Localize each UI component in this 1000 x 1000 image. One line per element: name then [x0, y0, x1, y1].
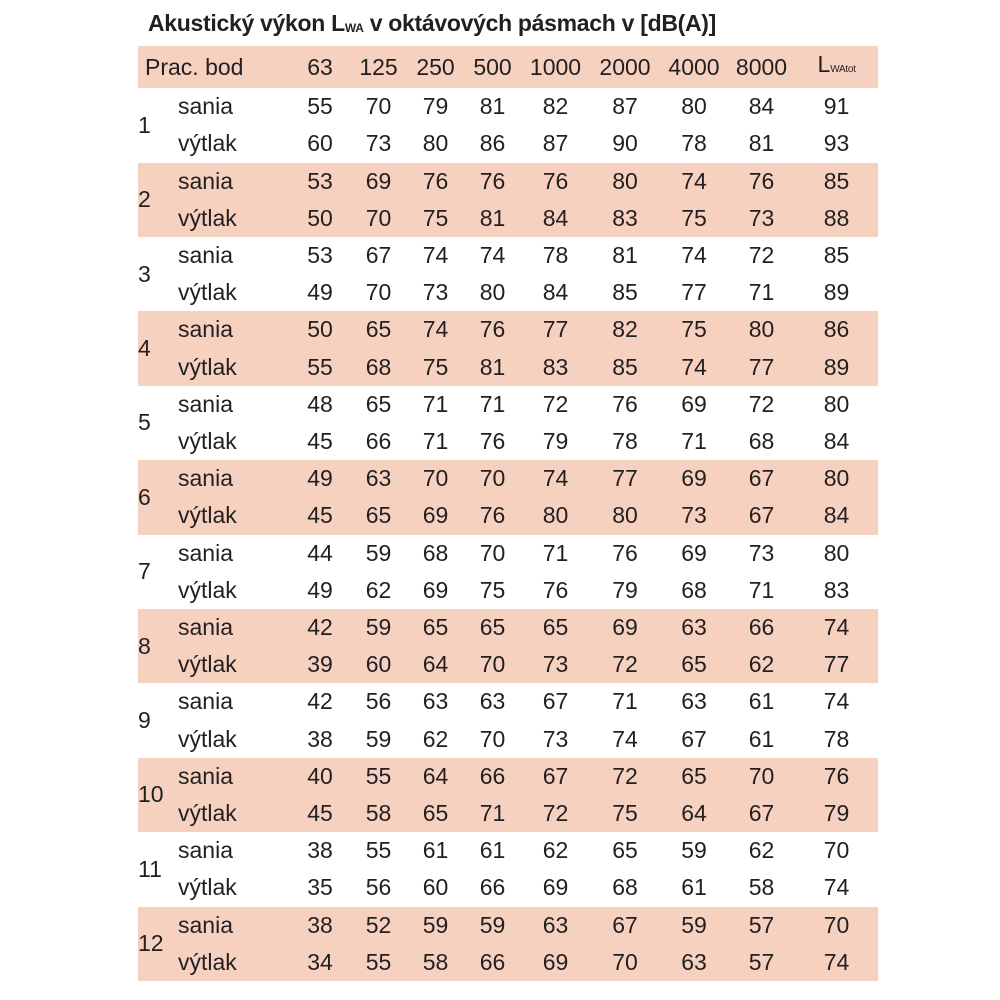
title-suffix: v oktávových pásmach v [dB(A)] — [363, 10, 717, 36]
table-row — [138, 758, 878, 795]
band-value: 59 — [407, 907, 464, 944]
band-value: 73 — [521, 646, 590, 683]
total-value: 85 — [823, 242, 850, 269]
band-value: 68 — [350, 349, 407, 386]
band-value: 40 — [290, 758, 350, 795]
band-value: 77 — [728, 349, 795, 386]
table-row — [138, 944, 878, 981]
band-value: 78 — [612, 428, 638, 455]
band-value: 75 — [407, 200, 464, 237]
band-value: 76 — [542, 576, 569, 603]
band-value: 63 — [521, 907, 590, 944]
band-value: 69 — [542, 874, 569, 901]
table-row — [138, 125, 878, 162]
band-value: 81 — [612, 242, 638, 269]
band-value: 83 — [521, 349, 590, 386]
band-value: 63 — [479, 688, 506, 715]
band-value: 73 — [728, 200, 795, 237]
title-prefix: Akustický výkon L — [148, 10, 345, 36]
band-value: 76 — [612, 539, 638, 566]
band-value: 53 — [307, 242, 333, 269]
band-value: 76 — [464, 497, 521, 534]
band-value: 71 — [748, 576, 775, 603]
measurement-type: sania — [178, 242, 233, 269]
band-value: 75 — [660, 311, 728, 348]
header-band: 250 — [416, 53, 455, 80]
band-value: 76 — [479, 428, 506, 455]
band-value: 76 — [521, 163, 590, 200]
band-value: 60 — [422, 874, 449, 901]
band-value: 75 — [407, 349, 464, 386]
band-value: 55 — [350, 758, 407, 795]
band-value: 63 — [660, 944, 728, 981]
total-value: 80 — [823, 390, 850, 417]
band-value: 78 — [542, 242, 569, 269]
total-value: 80 — [795, 460, 878, 497]
band-value: 74 — [422, 242, 449, 269]
sound-power-table — [138, 46, 878, 981]
table-row — [138, 907, 878, 944]
band-value: 69 — [407, 497, 464, 534]
band-value: 81 — [748, 130, 775, 157]
table-row — [138, 795, 878, 832]
measurement-type: výtlak — [178, 944, 290, 981]
band-value: 69 — [521, 944, 590, 981]
band-value: 42 — [307, 688, 333, 715]
band-value: 84 — [748, 93, 775, 120]
band-value: 67 — [681, 725, 707, 752]
band-value: 66 — [365, 428, 392, 455]
total-value: 74 — [823, 874, 850, 901]
total-value: 74 — [795, 944, 878, 981]
band-value: 70 — [479, 539, 506, 566]
table-row — [138, 274, 878, 311]
measurement-type: výtlak — [178, 497, 290, 534]
point-number: 9 — [138, 707, 151, 734]
band-value: 74 — [660, 349, 728, 386]
band-value: 75 — [660, 200, 728, 237]
header-band: 4000 — [668, 53, 720, 80]
band-value: 61 — [748, 688, 775, 715]
total-value: 91 — [823, 93, 850, 120]
band-value: 61 — [479, 837, 506, 864]
point-number: 4 — [138, 311, 178, 385]
band-value: 61 — [422, 837, 449, 864]
total-value: 70 — [823, 837, 850, 864]
band-value: 73 — [542, 725, 569, 752]
band-value: 62 — [422, 725, 449, 752]
header-band: 63 — [307, 53, 333, 80]
total-value: 83 — [823, 576, 850, 603]
point-number: 7 — [138, 558, 151, 585]
table-row — [138, 237, 878, 274]
table-row — [138, 721, 878, 758]
band-value: 68 — [748, 428, 775, 455]
band-value: 83 — [590, 200, 660, 237]
band-value: 55 — [307, 93, 333, 120]
header-band: 1000 — [529, 53, 582, 80]
header-band: 2000 — [599, 53, 651, 80]
total-value: 77 — [795, 646, 878, 683]
band-value: 69 — [660, 460, 728, 497]
table-row — [138, 386, 878, 423]
band-value: 62 — [728, 646, 795, 683]
table-row — [138, 88, 878, 125]
total-value: 89 — [795, 349, 878, 386]
measurement-type: výtlak — [178, 576, 237, 603]
band-value: 59 — [365, 725, 392, 752]
band-value: 73 — [422, 279, 449, 306]
band-value: 71 — [748, 279, 775, 306]
header-total — [795, 46, 878, 88]
band-value: 67 — [521, 758, 590, 795]
measurement-type: sania — [178, 837, 233, 864]
band-value: 62 — [542, 837, 569, 864]
band-value: 62 — [365, 576, 392, 603]
table-row — [138, 646, 878, 683]
measurement-type: výtlak — [178, 279, 237, 306]
measurement-type: výtlak — [178, 874, 237, 901]
point-number: 1 — [138, 111, 151, 138]
band-value: 68 — [681, 576, 707, 603]
point-number: 6 — [138, 460, 178, 534]
band-value: 35 — [307, 874, 333, 901]
band-value: 81 — [479, 93, 506, 120]
band-value: 73 — [365, 130, 392, 157]
band-value: 64 — [660, 795, 728, 832]
band-value: 50 — [290, 311, 350, 348]
band-value: 80 — [728, 311, 795, 348]
band-value: 55 — [290, 349, 350, 386]
measurement-type: výtlak — [178, 725, 237, 752]
band-value: 80 — [479, 279, 506, 306]
band-value: 70 — [407, 460, 464, 497]
point-number: 8 — [138, 609, 178, 683]
band-value: 86 — [479, 130, 506, 157]
band-value: 76 — [407, 163, 464, 200]
band-value: 81 — [464, 200, 521, 237]
band-value: 76 — [612, 390, 638, 417]
table-row — [138, 535, 878, 572]
point-number: 2 — [138, 163, 178, 237]
band-value: 65 — [521, 609, 590, 646]
measurement-type: sania — [178, 609, 290, 646]
table-row — [138, 572, 878, 609]
band-value: 76 — [464, 311, 521, 348]
band-value: 73 — [748, 539, 775, 566]
band-value: 49 — [307, 576, 333, 603]
band-value: 55 — [350, 944, 407, 981]
header-row — [138, 46, 878, 88]
band-value: 34 — [290, 944, 350, 981]
band-value: 74 — [681, 242, 707, 269]
band-value: 65 — [350, 311, 407, 348]
table-row — [138, 200, 878, 237]
band-value: 71 — [681, 428, 707, 455]
band-value: 66 — [479, 874, 506, 901]
band-value: 70 — [365, 93, 392, 120]
band-value: 76 — [464, 163, 521, 200]
total-value: 80 — [823, 539, 850, 566]
band-value: 45 — [307, 428, 333, 455]
band-value: 74 — [612, 725, 638, 752]
band-value: 65 — [660, 646, 728, 683]
header-point-label: Prac. bod — [145, 53, 244, 80]
total-value: 85 — [795, 163, 878, 200]
band-value: 85 — [612, 279, 638, 306]
band-value: 59 — [350, 609, 407, 646]
measurement-type: výtlak — [178, 349, 290, 386]
band-value: 80 — [681, 93, 707, 120]
band-value: 58 — [748, 874, 775, 901]
band-value: 59 — [681, 837, 707, 864]
band-value: 62 — [748, 837, 775, 864]
band-value: 78 — [681, 130, 707, 157]
band-value: 90 — [612, 130, 638, 157]
band-value: 79 — [542, 428, 569, 455]
band-value: 70 — [590, 944, 660, 981]
band-value: 50 — [290, 200, 350, 237]
band-value: 66 — [464, 758, 521, 795]
band-value: 63 — [422, 688, 449, 715]
table-row — [138, 311, 878, 348]
band-value: 59 — [365, 539, 392, 566]
band-value: 69 — [681, 390, 707, 417]
band-value: 63 — [350, 460, 407, 497]
band-value: 73 — [660, 497, 728, 534]
band-value: 69 — [590, 609, 660, 646]
total-value: 79 — [795, 795, 878, 832]
total-value: 84 — [795, 497, 878, 534]
band-value: 80 — [590, 497, 660, 534]
band-value: 69 — [681, 539, 707, 566]
table-title — [138, 8, 858, 46]
total-value: 93 — [823, 130, 850, 157]
band-value: 38 — [290, 907, 350, 944]
band-value: 64 — [407, 646, 464, 683]
band-value: 67 — [728, 497, 795, 534]
band-value: 45 — [290, 497, 350, 534]
band-value: 79 — [612, 576, 638, 603]
table-row — [138, 869, 878, 906]
band-value: 87 — [542, 130, 569, 157]
table-row — [138, 497, 878, 534]
measurement-type: sania — [178, 460, 290, 497]
band-value: 70 — [464, 460, 521, 497]
band-value: 84 — [521, 200, 590, 237]
total-value: 74 — [795, 609, 878, 646]
band-value: 67 — [590, 907, 660, 944]
band-value: 71 — [479, 390, 506, 417]
band-value: 48 — [307, 390, 333, 417]
band-value: 66 — [728, 609, 795, 646]
band-value: 80 — [590, 163, 660, 200]
measurement-type: sania — [178, 163, 290, 200]
measurement-type: výtlak — [178, 795, 290, 832]
band-value: 59 — [464, 907, 521, 944]
measurement-type: sania — [178, 390, 233, 417]
band-value: 82 — [542, 93, 569, 120]
band-value: 74 — [407, 311, 464, 348]
band-value: 64 — [407, 758, 464, 795]
measurement-type: výtlak — [178, 130, 237, 157]
band-value: 79 — [422, 93, 449, 120]
band-value: 42 — [290, 609, 350, 646]
band-value: 72 — [590, 646, 660, 683]
band-value: 58 — [407, 944, 464, 981]
band-value: 67 — [542, 688, 569, 715]
band-value: 67 — [728, 460, 795, 497]
band-value: 72 — [590, 758, 660, 795]
band-value: 58 — [350, 795, 407, 832]
band-value: 72 — [748, 242, 775, 269]
total-value: 70 — [795, 907, 878, 944]
band-value: 76 — [728, 163, 795, 200]
band-value: 69 — [350, 163, 407, 200]
band-value: 65 — [365, 390, 392, 417]
band-value: 75 — [479, 576, 506, 603]
measurement-type: výtlak — [178, 428, 237, 455]
band-value: 69 — [422, 576, 449, 603]
band-value: 70 — [479, 725, 506, 752]
point-number: 5 — [138, 409, 151, 436]
band-value: 65 — [350, 497, 407, 534]
band-value: 56 — [365, 688, 392, 715]
total-value: 86 — [795, 311, 878, 348]
band-value: 53 — [290, 163, 350, 200]
title-subscript: WA — [344, 21, 364, 35]
band-value: 63 — [660, 609, 728, 646]
band-value: 65 — [612, 837, 638, 864]
table-row — [138, 349, 878, 386]
measurement-type: výtlak — [178, 646, 290, 683]
band-value: 67 — [365, 242, 392, 269]
band-value: 72 — [748, 390, 775, 417]
measurement-type: sania — [178, 907, 290, 944]
total-value: 78 — [823, 725, 850, 752]
band-value: 61 — [681, 874, 707, 901]
point-number: 3 — [138, 260, 151, 287]
header-band: 125 — [359, 53, 398, 80]
band-value: 38 — [307, 837, 333, 864]
band-value: 75 — [590, 795, 660, 832]
table-row — [138, 832, 878, 869]
band-value: 68 — [612, 874, 638, 901]
band-value: 67 — [728, 795, 795, 832]
band-value: 77 — [521, 311, 590, 348]
band-value: 57 — [728, 944, 795, 981]
band-value: 65 — [407, 795, 464, 832]
band-value: 82 — [590, 311, 660, 348]
band-value: 74 — [660, 163, 728, 200]
band-value: 44 — [307, 539, 333, 566]
band-value: 59 — [660, 907, 728, 944]
point-number: 11 — [138, 855, 162, 882]
band-value: 45 — [290, 795, 350, 832]
total-value: 76 — [795, 758, 878, 795]
band-value: 49 — [307, 279, 333, 306]
band-value: 55 — [365, 837, 392, 864]
header-band: 500 — [473, 53, 512, 80]
band-value: 70 — [350, 200, 407, 237]
band-value: 70 — [464, 646, 521, 683]
table-row — [138, 423, 878, 460]
measurement-type: sania — [178, 93, 233, 120]
header-total-sub: WAtot — [830, 64, 856, 75]
header-band: 8000 — [735, 53, 788, 80]
band-value: 80 — [521, 497, 590, 534]
band-value: 60 — [307, 130, 333, 157]
total-value: 84 — [823, 428, 850, 455]
document — [138, 8, 858, 981]
band-value: 61 — [748, 725, 775, 752]
band-value: 71 — [422, 428, 449, 455]
point-number: 10 — [138, 758, 178, 832]
total-value: 89 — [823, 279, 850, 306]
band-value: 77 — [681, 279, 707, 306]
band-value: 57 — [728, 907, 795, 944]
band-value: 38 — [307, 725, 333, 752]
total-value: 74 — [823, 688, 850, 715]
band-value: 71 — [542, 539, 569, 566]
measurement-type: výtlak — [178, 200, 290, 237]
band-value: 49 — [290, 460, 350, 497]
header-total-main: L — [817, 51, 831, 77]
band-value: 74 — [521, 460, 590, 497]
table-row — [138, 609, 878, 646]
table-row — [138, 460, 878, 497]
measurement-type: sania — [178, 539, 233, 566]
band-value: 65 — [407, 609, 464, 646]
band-value: 87 — [612, 93, 638, 120]
band-value: 52 — [350, 907, 407, 944]
total-value: 88 — [795, 200, 878, 237]
measurement-type: sania — [178, 311, 290, 348]
band-value: 70 — [728, 758, 795, 795]
band-value: 80 — [422, 130, 449, 157]
band-value: 71 — [422, 390, 449, 417]
band-value: 70 — [365, 279, 392, 306]
table-row — [138, 163, 878, 200]
measurement-type: sania — [178, 688, 233, 715]
band-value: 85 — [590, 349, 660, 386]
band-value: 39 — [290, 646, 350, 683]
table-row — [138, 683, 878, 720]
band-value: 63 — [681, 688, 707, 715]
band-value: 68 — [422, 539, 449, 566]
band-value: 77 — [590, 460, 660, 497]
band-value: 71 — [612, 688, 638, 715]
point-number: 12 — [138, 907, 178, 981]
band-value: 84 — [542, 279, 569, 306]
band-value: 81 — [464, 349, 521, 386]
band-value: 72 — [542, 390, 569, 417]
band-value: 60 — [350, 646, 407, 683]
band-value: 66 — [464, 944, 521, 981]
band-value: 74 — [479, 242, 506, 269]
band-value: 65 — [660, 758, 728, 795]
table-body — [138, 88, 878, 981]
band-value: 65 — [464, 609, 521, 646]
band-value: 71 — [464, 795, 521, 832]
band-value: 56 — [365, 874, 392, 901]
measurement-type: sania — [178, 758, 290, 795]
band-value: 72 — [521, 795, 590, 832]
